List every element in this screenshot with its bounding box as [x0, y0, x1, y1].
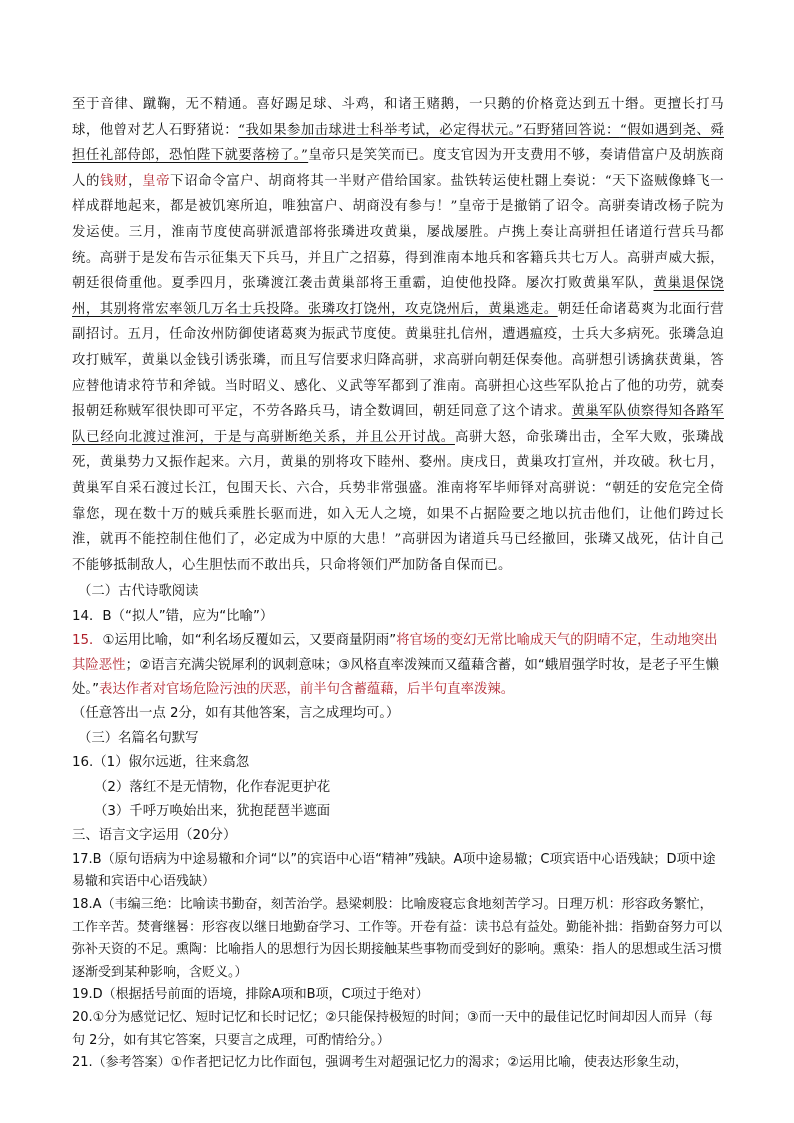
underlined-sentence: 黄巢军队侦察得知各路军队已经向北渡过淮河，于是与高骈断绝关系，并且公开讨战。 — [72, 404, 724, 445]
answer-q14: 14．B（“拟人”错，应为“比喻”） — [72, 608, 274, 624]
highlighted-word: 钱财 — [100, 173, 129, 189]
section-heading-dictation: （三）名篇名句默写 — [78, 730, 199, 746]
translation-text: 朝廷任命诸葛爽为北面行营副招讨。五月，任命汝州防御使诸葛爽为振武节度使。黄巢驻扎信州，遭遇瘟疫，士兵大多病死。张璘急迫攻打贼军，黄巢以金钱引诱张璘，而且写信要求归降高骈，求高骈向朝廷保奏他。高骈想引诱擒获黄巢，答应替他请求符节和斧钺。当时昭义、感化、义武等军都到了淮南。高骈担心这些军队抢占了他的功劳，就奏报朝廷称贼军很快即可平定，不劳各路兵马，请全数调回，朝廷同意了这个请求。 — [72, 301, 725, 420]
translation-text: 至于音律、蹴鞠，无不精通。喜好踢足球、斗鸡，和诸王赌鹅，一只鹅的价格竟达到五十缗。更擅长打马球，他曾对艺人石野猪说： — [72, 97, 724, 138]
answer-note: （任意答出一点 2分，如有其他答案，言之成理均可。） — [72, 706, 400, 722]
underlined-sentence: 黄巢退保饶州，其别将常宏率领几万名士兵投降。张璘攻打饶州，攻克饶州后，黄巢逃走。 — [72, 276, 724, 317]
answer-q18: 18.A（韦编三绝：比喻读书勤奋，刻苦治学。悬梁刺股：比喻废寝忘食地刻苦学习。日理万机：形容政务繁忙，工作辛苦。焚膏继晷：形容夜以继日地勤奋学习、工作等。开卷有益：读书总有益处。勤能补拙：指勤奋努力可以弥补天资的不足。熏陶：比喻指人的思想行为因长期接触某些事物而受到好的影响。熏染：指人的思想或生活习惯逐渐受到某种影响，含贬义。） — [72, 896, 723, 980]
translation-text: ， — [128, 173, 143, 189]
answer-q15 — [72, 629, 724, 702]
section-heading-poetry: （二）古代诗歌阅读 — [78, 584, 199, 600]
answer-q20: 20.①分为感觉记忆、短时记忆和长时记忆；②只能保持极短的时间；③而一天中的最佳记忆时间却因人而异（每句 2分，如有其它答案，只要言之成理，可酌情给分。） — [72, 1009, 713, 1048]
question-number: 15． — [72, 633, 103, 649]
translation-text: 下诏命令富户、胡商将其一半财产借给国家。盐铁转运使杜翾上奏说：“天下盗贼像蜂飞一样成群地起来，都是被饥寒所迫，唯独富户、胡商没有参与！”皇帝于是撤销了诏令。高骈奏请改杨子院为发运使。三月，淮南节度使高骈派遣部将张璘进攻黄巢，屡战屡胜。卢携上奏让高骈担任诸道行营兵马都统。高骈于是发布告示征集天下兵马，并且广之招募，得到淮南本地兵和客籍兵共七万人。高骈声威大振，朝廷很倚重他。夏季四月，张璘渡江袭击黄巢部将王重霸，迫使他投降。屡次打败黄巢军队， — [72, 173, 725, 292]
translation-passage — [72, 92, 724, 578]
translation-text: 皇帝只是笑笑而已。度支官因为开支费用不够，奏请借富户及胡族商人的 — [72, 148, 725, 189]
answer-q16-3: （3）千呼万唤始出来，犹抱琵琶半遮面 — [94, 803, 331, 819]
page-content — [72, 92, 724, 1075]
answer-q21: 21.（参考答案）①作者把记忆力比作面包，强调考生对超强记忆力的渴求；②运用比喻，使表达形象生动， — [72, 1055, 688, 1071]
answer-text: ①运用比喻，如“利名场反覆如云，又要商量阴雨” — [102, 633, 397, 649]
translation-paragraph — [72, 92, 724, 578]
answer-q16-1: 16.（1）俶尔远逝，往来翕忽 — [72, 755, 250, 771]
translation-text: 高骈大怒，命张璘出击，全军大败，张璘战死，黄巢势力又振作起来。六月，黄巢的别将攻下睦州、婺州。庚戌日，黄巢攻打宣州，并攻破。秋七月，黄巢军自采石渡过长江，包围天长、六合，兵势非常强盛。淮南将军毕师铎对高骈说：“朝廷的安危完全倚靠您，现在数十万的贼兵乘胜长驱而进，如入无人之境，如果不占据险要之地以抗击他们，让他们跨过长淮，就再不能控制住他们了，必定成为中原的大患！”高骈因为诸道兵马已经撤回，张璘又战死，估计自己不能够抵制敌人，心生胆怯而不敢出兵，只命将领们严加防备自保而已。 — [72, 429, 724, 573]
answer-q16-2: （2）落红不是无情物，化作春泥更护花 — [94, 779, 331, 795]
underlined-sentence: “我如果参加击球进士科举考试，必定得状元。” — [238, 122, 523, 138]
underlined-sentence: “假如遇到尧、舜担任礼部侍郎，恐怕陛下就要落榜了。” — [72, 122, 724, 164]
answer-text: ；②语言充满尖锐犀利的讽刺意味；③风格直率泼辣而又蕴藉含蓄，如“蛾眉强学时妆，是老子平生懒处。” — [72, 657, 719, 697]
translation-text: 石野猪回答说： — [522, 122, 620, 138]
highlighted-phrase: 将官场的变幻无常比喻成天气的阴晴不定，生动地突出其险恶性 — [72, 633, 718, 673]
section-heading-language: 三、语言文字运用（20分） — [72, 828, 237, 844]
highlighted-phrase: 表达作者对官场危险污浊的厌恶，前半句含蓄蕴藉，后半句直率泼辣。 — [99, 681, 515, 697]
highlighted-word: 皇帝 — [142, 173, 171, 189]
answer-section — [72, 580, 724, 1074]
answer-q19: 19.D（根据括号前面的语境，排除A项和B项，C项过于绝对） — [72, 987, 429, 1003]
answer-q17: 17.B（原句语病为中途易辙和介词“以”的宾语中心语“精神”残缺。A项中途易辙；C项宾语中心语残缺；D项中途易辙和宾语中心语残缺） — [72, 851, 716, 890]
